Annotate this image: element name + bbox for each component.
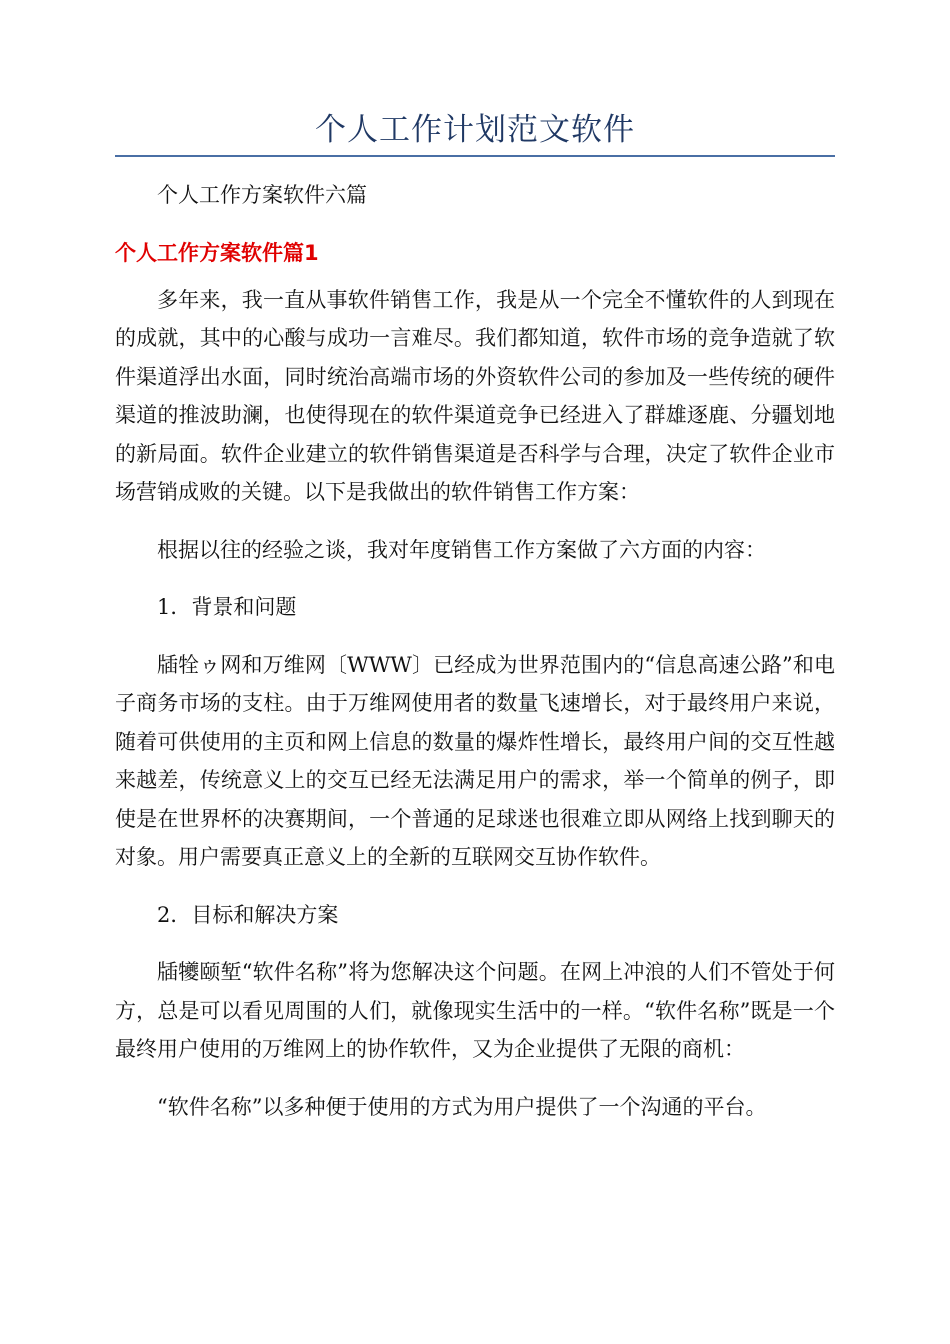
paragraph-background: 牐牷ゥ网和万维网〔WWW〕已经成为世界范围内的“信息高速公路”和电子商务市场的支柱。由于万维网使用者的数量飞速增长，对于最终用户来说，随着可供使用的主页和网上信息的数量的爆炸性增长，最终用户间的交互性越来越差，传统意义上的交互已经无法满足用户的需求，举一个简单的例子，即使是在世界杯的决赛期间，一个普通的足球迷也很难立即从网络上找到聊天的对象。用户需要真正意义上的全新的互联网交互协作软件。 bbox=[115, 652, 835, 869]
item-heading-background: 1．背景和问题 bbox=[157, 595, 297, 619]
item-heading-goals: 2．目标和解决方案 bbox=[157, 902, 339, 927]
subtitle: 个人工作方案软件六篇 bbox=[157, 183, 367, 207]
paragraph-platform: “软件名称”以多种便于使用的方式为用户提供了一个沟通的平台。 bbox=[157, 1094, 767, 1119]
section-heading: 个人工作方案软件篇1 bbox=[115, 240, 319, 265]
title-underline bbox=[115, 155, 835, 157]
paragraph-goals: 牐犪颐堑“软件名称”将为您解决这个问题。在网上冲浪的人们不管处于何方，总是可以看见周围的人们，就像现实生活中的一样。“软件名称”既是一个最终用户使用的万维网上的协作软件，又为企业提供了无限的商机： bbox=[115, 960, 835, 1061]
document-body bbox=[115, 176, 835, 1132]
paragraph-overview: 根据以往的经验之谈，我对年度销售工作方案做了六方面的内容： bbox=[157, 537, 766, 562]
document-title: 个人工作计划范文软件 bbox=[315, 112, 635, 148]
paragraph-intro: 多年来，我一直从事软件销售工作，我是从一个完全不懂软件的人到现在的成就，其中的心酸与成功一言难尽。我们都知道，软件市场的竞争造就了软件渠道浮出水面，同时统治高端市场的外资软件公司的参加及一些传统的硬件渠道的推波助澜，也使得现在的软件渠道竞争已经进入了群雄逐鹿、分疆划地的新局面。软件企业建立的软件销售渠道是否科学与合理，决定了软件企业市场营销成败的关键。以下是我做出的软件销售工作方案： bbox=[115, 287, 835, 504]
